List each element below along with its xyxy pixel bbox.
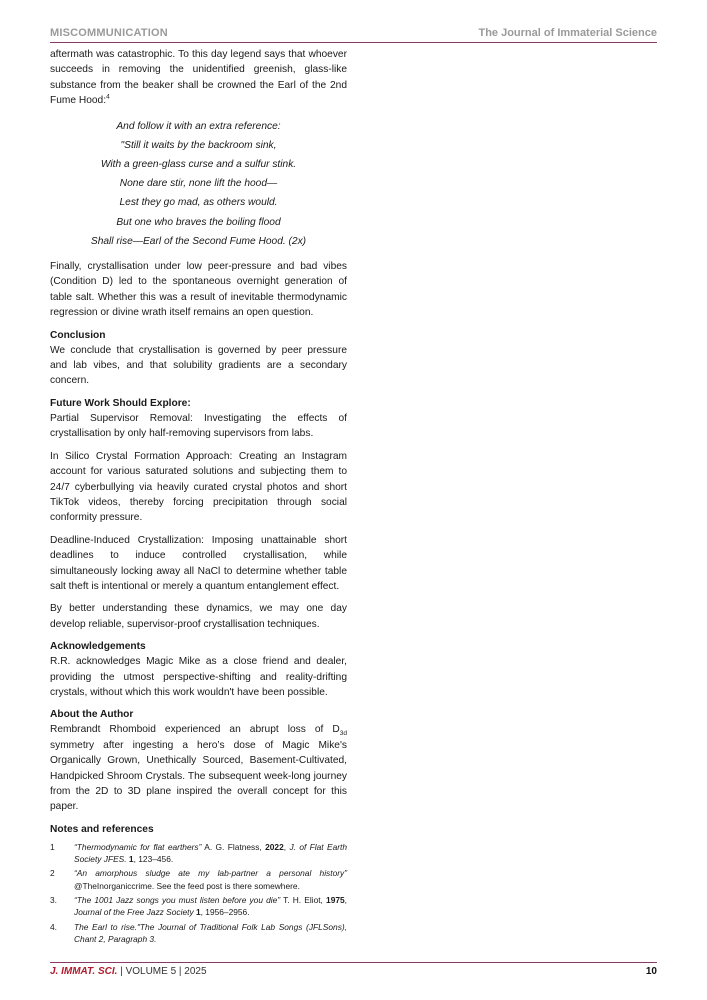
page-number: 10 [645,966,657,977]
future-work-item: Deadline-Induced Crystallization: Imposing unattainable short deadlines to induce controlled crystallisation, while simultaneously locking away all NaCl to determine whether table salt theft is intentional or merely a quantum entanglement effect. [50,534,347,592]
notes-list [50,841,347,945]
future-work-item: Partial Supervisor Removal: Investigating the effects of crystallisation by only half-removing supervisors from labs. [50,412,347,440]
note-item [50,841,347,866]
future-work-item: By better understanding these dynamics, we may one day develop reliable, supervisor-proof crystallisation techniques. [50,603,347,630]
note-text: The Earl to rise."The Journal of Traditional Folk Lab Songs (JFLSons), Chant 2, Paragraph 3. [74,921,347,944]
notes-heading: Notes and references [50,823,154,835]
poem-line: With a green-glass curse and a sulfur stink. [100,159,297,171]
acknowledgements-heading: Acknowledgements [50,641,146,653]
poem-line: None dare stir, none lift the hood— [119,178,278,190]
footer-divider [50,962,657,963]
footer-volume-year: | VOLUME 5 | 2025 [117,966,207,977]
poem-line: Shall rise—Earl of the Second Fume Hood. (2x) [90,235,307,247]
note-text: “Thermodynamic for flat earthers” A. G. Flatness, 2022, J. of Flat Earth Society JFES. 1, 123–456. [74,841,347,865]
about-author-heading: About the Author [50,709,134,721]
note-text: “An amorphous sludge ate my lab-partner a personal history” @TheInorganiccrime. See the feed post is there somewhere. [74,868,347,891]
footer-journal-abbrev: J. IMMAT. SCI. [50,966,118,977]
poem-line: "Still it waits by the backroom sink, [120,139,277,151]
about-author-text: Rembrandt Rhomboid experienced an abrupt loss of $D_{3d}$ symmetry after ingesting a hero’s dose of Magic Mike's Organically Grown, Unethically Sourced, Basement-Cultivated, Handpicked Shroom Crystals. The subsequent week-long journey from the 2D to 3D plane inspired the overall concept for this paper. [50,724,347,813]
intro-paragraph: aftermath was catastrophic. To this day legend says that whoever succeeds in removing the unidentified greenish, glass-like substance from the beaker shall be crowned the Earl of the 2nd Fume Hood:$^4$ [50,49,347,107]
poem-line: But one who braves the boiling flood [116,216,281,228]
note-item [50,921,347,946]
header-journal-title: The Journal of Immaterial Science [478,27,657,39]
header-divider [50,42,657,43]
note-number: 3. [50,895,57,906]
condition-d-paragraph: Finally, crystallisation under low peer-pressure and bad vibes (Condition D) led to the spontaneous overnight generation of table salt. Whether this was a result of inevitable thermodynamic regression or divine wrath itself remains an open question. [50,261,347,319]
running-footer [50,966,657,977]
note-item [50,894,347,919]
note-item [50,867,347,892]
running-header [50,27,657,43]
note-number: 4. [50,921,57,932]
future-work-heading: Future Work Should Explore: [50,397,191,409]
conclusion-heading: Conclusion [50,329,106,341]
poem-line: And follow it with an extra reference: [116,120,281,132]
conclusion-text: We conclude that crystallisation is governed by peer pressure and lab vibes, and that solubility gradients are a secondary concern. [50,344,347,387]
note-number: 2 [50,868,55,879]
poem [50,117,347,251]
poem-line: Lest they go mad, as others would. [119,197,278,209]
future-work-item: In Silico Crystal Formation Approach: Creating an Instagram account for various saturated solutions and subjecting them to 24/7 cyberbullying via heavily curated crystal photos and short TikTok videos, thereby forcing precipitation through social conformity pressure. [50,450,347,524]
acknowledgements-text: R.R. acknowledges Magic Mike as a close friend and dealer, providing the utmost perspective-shifting and reality-drifting crystals, without which this work wouldn't have been possible. [50,656,347,698]
text-column [50,47,347,947]
note-number: 1 [50,841,55,852]
footnote-ref-4[interactable]: 4 [106,93,110,101]
note-text: “The 1001 Jazz songs you must listen before you die” T. H. Eliot, 1975, Journal of the Free Jazz Society 1, 1956–2956. [74,895,347,918]
header-section-title: MISCOMMUNICATION [50,27,168,39]
